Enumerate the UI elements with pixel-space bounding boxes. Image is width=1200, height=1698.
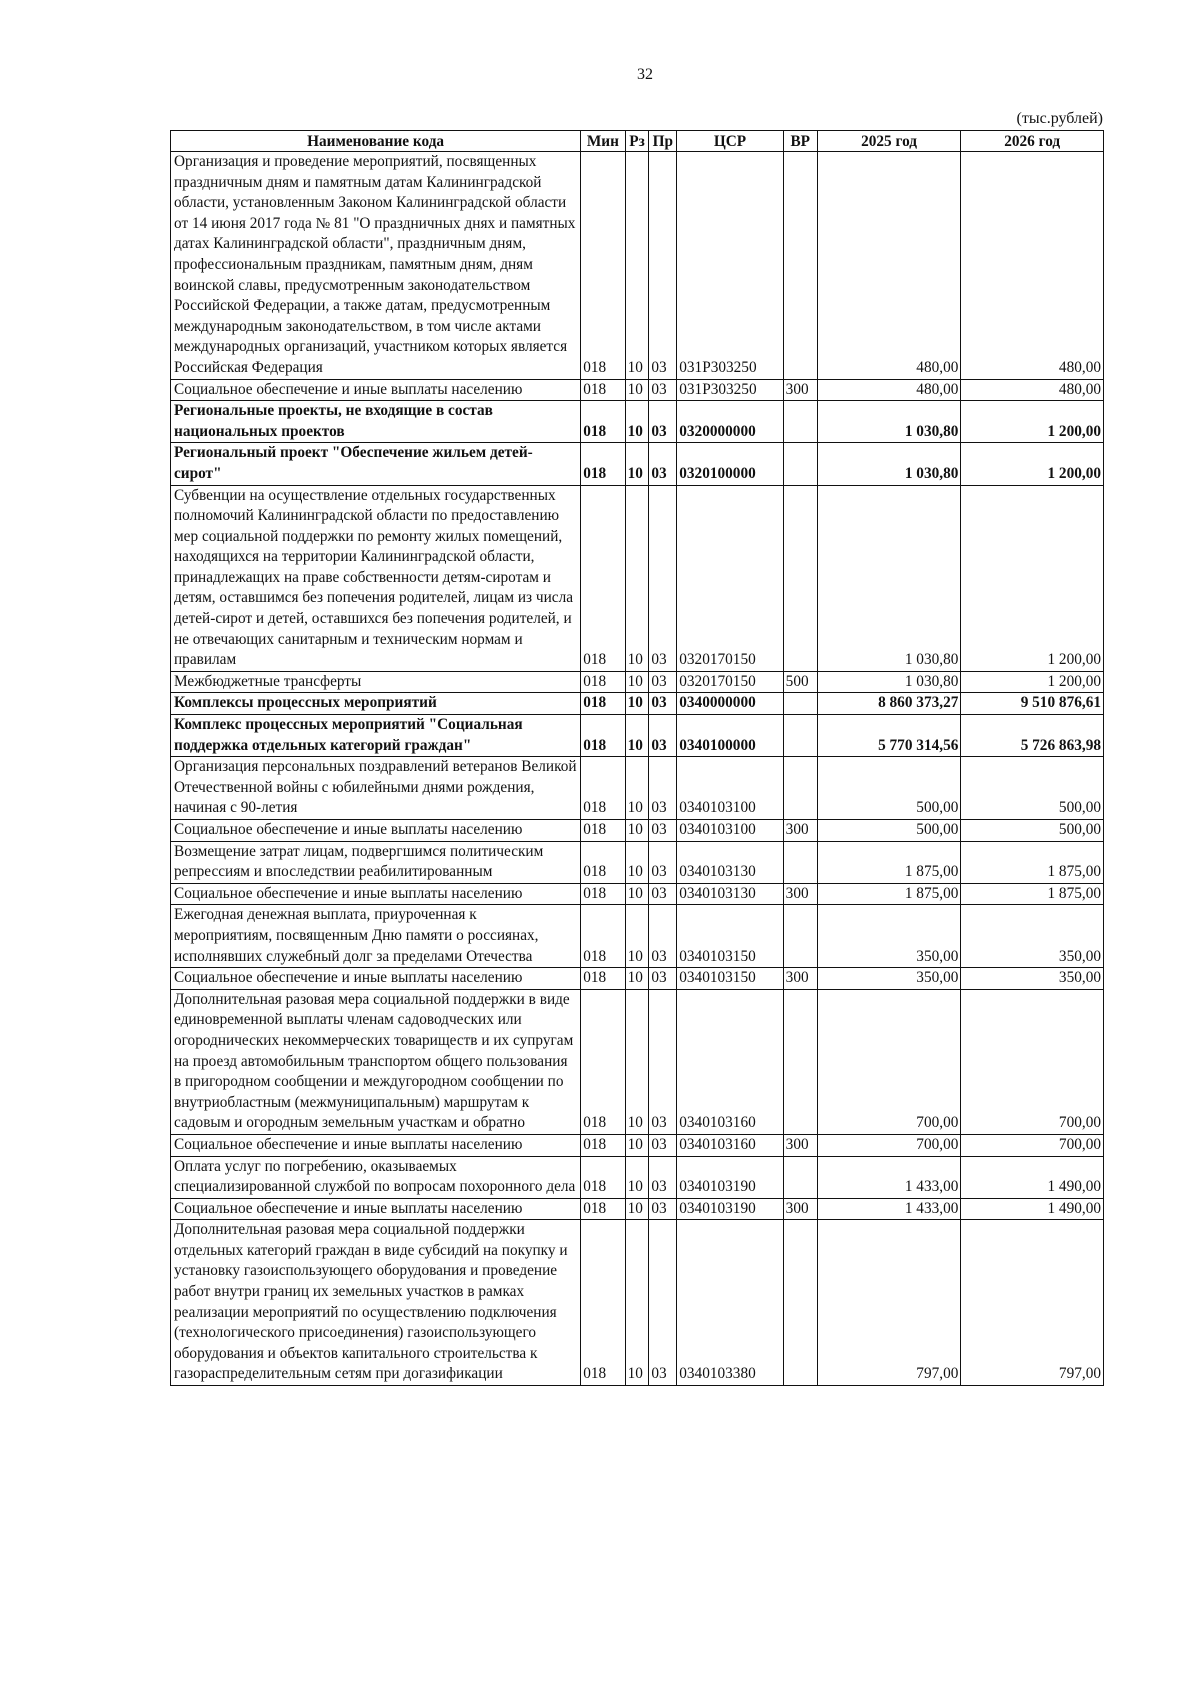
cell-2025: 480,00	[817, 379, 961, 401]
cell-2025: 1 030,80	[817, 671, 961, 693]
cell-vr	[783, 443, 817, 485]
cell-pr: 03	[649, 693, 677, 715]
cell-2026: 1 875,00	[961, 841, 1104, 883]
header-rz: Рз	[625, 131, 649, 152]
cell-2026: 480,00	[961, 379, 1104, 401]
cell-rz: 10	[625, 905, 649, 968]
cell-2025: 1 030,80	[817, 443, 961, 485]
cell-rz: 10	[625, 671, 649, 693]
cell-rz: 10	[625, 379, 649, 401]
cell-min: 018	[581, 968, 625, 990]
cell-min: 018	[581, 1134, 625, 1156]
cell-vr	[783, 693, 817, 715]
cell-rz: 10	[625, 1134, 649, 1156]
cell-name: Социальное обеспечение и иные выплаты населению	[171, 883, 581, 905]
cell-pr: 03	[649, 1134, 677, 1156]
cell-2026: 1 200,00	[961, 485, 1104, 671]
cell-vr	[783, 905, 817, 968]
cell-csr: 0340103160	[677, 1134, 783, 1156]
cell-rz: 10	[625, 968, 649, 990]
cell-rz: 10	[625, 715, 649, 757]
cell-name: Ежегодная денежная выплата, приуроченная к мероприятиям, посвященным Дню памяти о россиянах, исполнявших служебный долг за пределами Отечества	[171, 905, 581, 968]
cell-csr: 031P303250	[677, 379, 783, 401]
cell-2025: 350,00	[817, 968, 961, 990]
header-csr: ЦСР	[677, 131, 783, 152]
cell-rz: 10	[625, 841, 649, 883]
cell-pr: 03	[649, 485, 677, 671]
cell-rz: 10	[625, 152, 649, 380]
cell-name: Субвенции на осуществление отдельных государственных полномочий Калининградской области по предоставлению мер социальной поддержки по ремонту жилых помещений, находящихся на территории Калининградской области, принадлежащих на праве собственности детям-сиротам и детям, оставшимся без попечения родителей, лицам из числа детей-сирот и детей, оставшихся без попечения родителей, и не отвечающих санитарным и техническим нормам и правилам	[171, 485, 581, 671]
cell-csr: 0320170150	[677, 485, 783, 671]
cell-pr: 03	[649, 1220, 677, 1386]
cell-2025: 700,00	[817, 1134, 961, 1156]
page-number: 32	[637, 66, 653, 83]
cell-csr: 0320000000	[677, 401, 783, 443]
cell-2025: 350,00	[817, 905, 961, 968]
cell-pr: 03	[649, 989, 677, 1134]
cell-2026: 9 510 876,61	[961, 693, 1104, 715]
header-name: Наименование кода	[171, 131, 581, 152]
cell-2025: 500,00	[817, 757, 961, 820]
cell-name: Дополнительная разовая мера социальной поддержки в виде единовременной выплаты членам садоводческих или огороднических некоммерческих товариществ и их супругам на проезд автомобильным транспортом общего пользования в пригородном сообщении и междугородном сообщении по внутриобластным (межмуниципальным) маршрутам к садовым и огородным земельным участкам и обратно	[171, 989, 581, 1134]
cell-2026: 797,00	[961, 1220, 1104, 1386]
table-row	[171, 757, 1104, 820]
cell-csr: 0340103380	[677, 1220, 783, 1386]
cell-vr: 500	[783, 671, 817, 693]
cell-vr	[783, 401, 817, 443]
header-min: Мин	[581, 131, 625, 152]
cell-vr: 300	[783, 883, 817, 905]
cell-2025: 480,00	[817, 152, 961, 380]
table-row	[171, 485, 1104, 671]
table-row	[171, 968, 1104, 990]
table-row	[171, 883, 1104, 905]
table-row	[171, 671, 1104, 693]
cell-name: Оплата услуг по погребению, оказываемых специализированной службой по вопросам похоронного дела	[171, 1156, 581, 1198]
cell-pr: 03	[649, 152, 677, 380]
cell-csr: 0340103130	[677, 841, 783, 883]
cell-2026: 500,00	[961, 757, 1104, 820]
cell-csr: 0320100000	[677, 443, 783, 485]
cell-pr: 03	[649, 968, 677, 990]
cell-vr	[783, 152, 817, 380]
cell-2025: 700,00	[817, 989, 961, 1134]
header-2026: 2026 год	[961, 131, 1104, 152]
cell-name: Социальное обеспечение и иные выплаты населению	[171, 820, 581, 842]
cell-name: Комплекс процессных мероприятий "Социальная поддержка отдельных категорий граждан"	[171, 715, 581, 757]
cell-rz: 10	[625, 401, 649, 443]
cell-min: 018	[581, 485, 625, 671]
cell-name: Региональные проекты, не входящие в состав национальных проектов	[171, 401, 581, 443]
cell-min: 018	[581, 379, 625, 401]
cell-2026: 350,00	[961, 968, 1104, 990]
cell-name: Организация персональных поздравлений ветеранов Великой Отечественной войны с юбилейными днями рождения, начиная с 90-летия	[171, 757, 581, 820]
budget-table	[170, 130, 1104, 1386]
cell-min: 018	[581, 715, 625, 757]
cell-min: 018	[581, 443, 625, 485]
cell-2025: 1 030,80	[817, 401, 961, 443]
cell-min: 018	[581, 1198, 625, 1220]
cell-vr	[783, 757, 817, 820]
cell-min: 018	[581, 693, 625, 715]
header-row	[171, 131, 1104, 152]
cell-2025: 500,00	[817, 820, 961, 842]
header-2025: 2025 год	[817, 131, 961, 152]
cell-min: 018	[581, 1156, 625, 1198]
cell-vr: 300	[783, 820, 817, 842]
table-row	[171, 715, 1104, 757]
cell-rz: 10	[625, 485, 649, 671]
cell-rz: 10	[625, 820, 649, 842]
cell-name: Социальное обеспечение и иные выплаты населению	[171, 1134, 581, 1156]
cell-csr: 0340103190	[677, 1198, 783, 1220]
cell-vr: 300	[783, 379, 817, 401]
cell-csr: 031P303250	[677, 152, 783, 380]
cell-2025: 1 433,00	[817, 1198, 961, 1220]
cell-rz: 10	[625, 443, 649, 485]
cell-csr: 0340103150	[677, 905, 783, 968]
cell-rz: 10	[625, 1156, 649, 1198]
units-note: (тыс.рублей)	[1016, 110, 1103, 127]
cell-2026: 350,00	[961, 905, 1104, 968]
table-row	[171, 693, 1104, 715]
cell-vr	[783, 1156, 817, 1198]
cell-pr: 03	[649, 671, 677, 693]
cell-pr: 03	[649, 715, 677, 757]
cell-name: Социальное обеспечение и иные выплаты населению	[171, 968, 581, 990]
cell-vr	[783, 989, 817, 1134]
cell-name: Дополнительная разовая мера социальной поддержки отдельных категорий граждан в виде субсидий на покупку и установку газоиспользующего оборудования и проведение работ внутри границ их земельных участков в рамках реализации мероприятий по осуществлению подключения (технологического присоединения) газоиспользующего оборудования и объектов капитального строительства к газораспределительным сетям при догазификации	[171, 1220, 581, 1386]
table-row	[171, 1220, 1104, 1386]
cell-rz: 10	[625, 1198, 649, 1220]
header-pr: Пр	[649, 131, 677, 152]
cell-min: 018	[581, 401, 625, 443]
cell-csr: 0340103160	[677, 989, 783, 1134]
cell-pr: 03	[649, 905, 677, 968]
cell-2025: 1 433,00	[817, 1156, 961, 1198]
table-row	[171, 401, 1104, 443]
table-row	[171, 841, 1104, 883]
cell-pr: 03	[649, 1198, 677, 1220]
cell-csr: 0340103190	[677, 1156, 783, 1198]
table-row	[171, 1198, 1104, 1220]
table-row	[171, 443, 1104, 485]
cell-rz: 10	[625, 693, 649, 715]
cell-2026: 1 490,00	[961, 1198, 1104, 1220]
cell-2026: 500,00	[961, 820, 1104, 842]
cell-2026: 5 726 863,98	[961, 715, 1104, 757]
cell-vr	[783, 1220, 817, 1386]
cell-rz: 10	[625, 1220, 649, 1386]
cell-csr: 0340103150	[677, 968, 783, 990]
cell-2025: 5 770 314,56	[817, 715, 961, 757]
cell-min: 018	[581, 905, 625, 968]
table-row	[171, 1134, 1104, 1156]
cell-min: 018	[581, 671, 625, 693]
cell-vr	[783, 715, 817, 757]
cell-2026: 1 200,00	[961, 671, 1104, 693]
cell-csr: 0320170150	[677, 671, 783, 693]
cell-vr: 300	[783, 1134, 817, 1156]
cell-rz: 10	[625, 883, 649, 905]
cell-min: 018	[581, 152, 625, 380]
header-vr: ВР	[783, 131, 817, 152]
table-row	[171, 905, 1104, 968]
cell-name: Межбюджетные трансферты	[171, 671, 581, 693]
cell-csr: 0340000000	[677, 693, 783, 715]
cell-rz: 10	[625, 757, 649, 820]
table-row	[171, 1156, 1104, 1198]
cell-2025: 1 030,80	[817, 485, 961, 671]
cell-min: 018	[581, 841, 625, 883]
cell-name: Комплексы процессных мероприятий	[171, 693, 581, 715]
cell-2026: 1 200,00	[961, 401, 1104, 443]
cell-vr: 300	[783, 968, 817, 990]
cell-name: Организация и проведение мероприятий, посвященных праздничным дням и памятным датам Калининградской области, установленным Законом Калининградской области от 14 июня 2017 года № 81 "О праздничных днях и памятных датах Калининградской области", праздничным дням, профессиональным праздникам, памятным дням, дням воинской славы, предусмотренным законодательством Российской Федерации, а также датам, предусмотренным международным законодательством, в том числе актами международных организаций, участником которых является Российская Федерация	[171, 152, 581, 380]
cell-name: Социальное обеспечение и иные выплаты населению	[171, 1198, 581, 1220]
cell-min: 018	[581, 757, 625, 820]
cell-pr: 03	[649, 757, 677, 820]
cell-pr: 03	[649, 379, 677, 401]
table-body	[171, 152, 1104, 1386]
cell-2025: 797,00	[817, 1220, 961, 1386]
cell-name: Социальное обеспечение и иные выплаты населению	[171, 379, 581, 401]
cell-2026: 1 875,00	[961, 883, 1104, 905]
cell-pr: 03	[649, 841, 677, 883]
cell-2025: 8 860 373,27	[817, 693, 961, 715]
cell-2026: 1 200,00	[961, 443, 1104, 485]
cell-vr	[783, 485, 817, 671]
cell-min: 018	[581, 1220, 625, 1386]
cell-2025: 1 875,00	[817, 841, 961, 883]
table-row	[171, 379, 1104, 401]
table-row	[171, 820, 1104, 842]
cell-2026: 480,00	[961, 152, 1104, 380]
cell-csr: 0340103130	[677, 883, 783, 905]
cell-vr	[783, 841, 817, 883]
cell-pr: 03	[649, 401, 677, 443]
cell-csr: 0340103100	[677, 820, 783, 842]
cell-csr: 0340100000	[677, 715, 783, 757]
cell-2026: 700,00	[961, 1134, 1104, 1156]
table-row	[171, 989, 1104, 1134]
cell-min: 018	[581, 820, 625, 842]
cell-name: Региональный проект "Обеспечение жильем детей-сирот"	[171, 443, 581, 485]
cell-2025: 1 875,00	[817, 883, 961, 905]
cell-pr: 03	[649, 820, 677, 842]
cell-rz: 10	[625, 989, 649, 1134]
cell-2026: 1 490,00	[961, 1156, 1104, 1198]
table-row	[171, 152, 1104, 380]
cell-vr: 300	[783, 1198, 817, 1220]
cell-min: 018	[581, 989, 625, 1134]
cell-name: Возмещение затрат лицам, подвергшимся политическим репрессиям и впоследствии реабилитированным	[171, 841, 581, 883]
cell-pr: 03	[649, 443, 677, 485]
cell-csr: 0340103100	[677, 757, 783, 820]
cell-pr: 03	[649, 1156, 677, 1198]
cell-2026: 700,00	[961, 989, 1104, 1134]
cell-min: 018	[581, 883, 625, 905]
cell-pr: 03	[649, 883, 677, 905]
